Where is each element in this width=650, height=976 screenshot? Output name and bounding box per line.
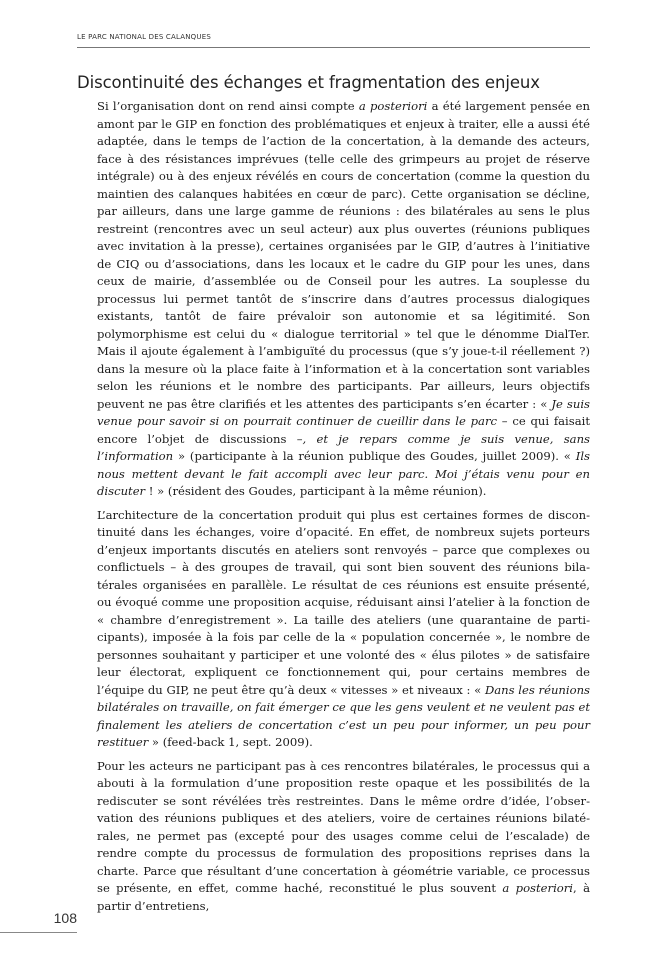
running-head: LE PARC NATIONAL DES CALANQUES: [77, 33, 211, 41]
section-title: Discontinuité des échanges et fragmentation des enjeux: [77, 73, 540, 92]
text-run: » (feed-back 1, sept. 2009).: [148, 735, 313, 749]
italic-quote: Dans les réunions bilatérales on travaille, on fait émerger ce que les gens veulent et ne veulent pas et finalement les ateliers de concertation c’est un peu pour informer, un peu pour restituer: [97, 682, 590, 749]
paragraph: [97, 507, 590, 752]
text-run: – ce qui faisait encore l’objet de discussions –: [97, 414, 590, 446]
text-run: ! » (résident des Goudes, participant à la même réunion).: [145, 484, 487, 498]
paragraph: [97, 758, 590, 916]
page-number: 108: [53, 910, 77, 926]
text-run: Pour les acteurs ne participant pas à ces rencontres bilatérales, le processus qui a abouti à la formulation d’une proposition reste opaque et les possibilités de la rediscuter se sont révélées très restreintes. Dans le même ordre d’idée, l’observation des réunions publiques et des ateliers, voire de certaines réunions bilatérales, ne permet pas (excepté pour des usages comme celui de l’escalade) de rendre compte du processus de formulation des propositions reprises dans la charte. Parce que résultant d’une concertation à géométrie variable, ce processus se présente, en effet, comme haché, reconstitué le plus souvent: [97, 758, 590, 895]
footer-rule: [0, 932, 77, 933]
text-run: L’architecture de la concertation produit qui plus est certaines formes de discontinuité dans les échanges, voire d’opacité. En effet, de nombreux sujets porteurs d’enjeux importants discutés en ateliers sont renvoyés – parce que complexes ou conflictuels – à des groupes de travail, qui sont bien souvent des réunions bilatérales organisées en parallèle. Le résultat de ces réunions est ensuite présenté, ou évoqué comme une proposition acquise, réduisant ainsi l’atelier à la fonction de « chambre d’enregistrement ». La taille des ateliers (une quarantaine de participants), imposée à la fois par celle de la « population concernée », le nombre de personnes souhaitant y participer et une volonté des « élus pilotes » de satisfaire leur électorat, expliquent ce fonctionnement qui, pour certains membres de l’équipe du GIP, ne peut être qu’à deux « vitesses » et niveaux : «: [97, 507, 590, 697]
italic-quote: Ils nous mettent devant le fait accompli avec leur parc. Moi j’étais venu pour en discuter: [97, 449, 590, 498]
italic-quote: , et je repars comme je suis venue, sans l’information: [97, 431, 590, 463]
italic-quote: a posteriori: [502, 881, 574, 895]
text-run: a été largement pensée en amont par le GIP en fonction des problématiques et enjeux à traiter, elle a aussi été adaptée, dans le temps de l’action de la concertation, à la demande des acteurs, face à des résistances imprévues (telle celle des grimpeurs au projet de réserve intégrale) ou à des enjeux révélés en cours de concertation (comme la question du maintien des calanques habitées en cœur de parc). Cette organisation se décline, par ailleurs, dans une large gamme de réunions : des bilatérales au sens le plus restreint (rencontres avec un seul acteur) aux plus ouvertes (réunions publiques avec invitation à la presse), certaines organisées par le GIP, d’autres à l’initiative de CIQ ou d’associations, dans les locaux et le cadre du GIP pour les unes, dans ceux de mairie, d’assemblée ou de Conseil pour les autres. La souplesse du processus lui permet tantôt de s’inscrire dans d’autres processus dialogiques existants, tantôt de faire prévaloir son autonomie et sa légitimité. Son polymorphisme est celui du « dialogue territorial » tel que le dénomme DialTer. Mais il ajoute également à l’ambiguïté du processus (que s’y joue-t-il réellement ?) dans la mesure où la place faite à l’information et à la concertation sont variables selon les réunions et le nombre des participants. Par ailleurs, leurs objectifs peuvent ne pas être clarifiés et les attentes des participants s’en écarter : «: [97, 99, 591, 411]
italic-quote: a posteriori: [358, 99, 428, 113]
paragraph: [97, 98, 590, 501]
body-text: [97, 98, 590, 921]
text-run: Si l’organisation dont on rend ainsi compte: [97, 99, 359, 113]
text-run: , à partir d’entretiens,: [97, 881, 590, 913]
header-rule: [77, 47, 590, 48]
italic-quote: Je suis venue pour savoir si on pourrait continuer de cueillir dans le parc: [97, 396, 590, 428]
text-run: » (participante à la réunion publique des Goudes, juillet 2009). «: [173, 449, 576, 463]
